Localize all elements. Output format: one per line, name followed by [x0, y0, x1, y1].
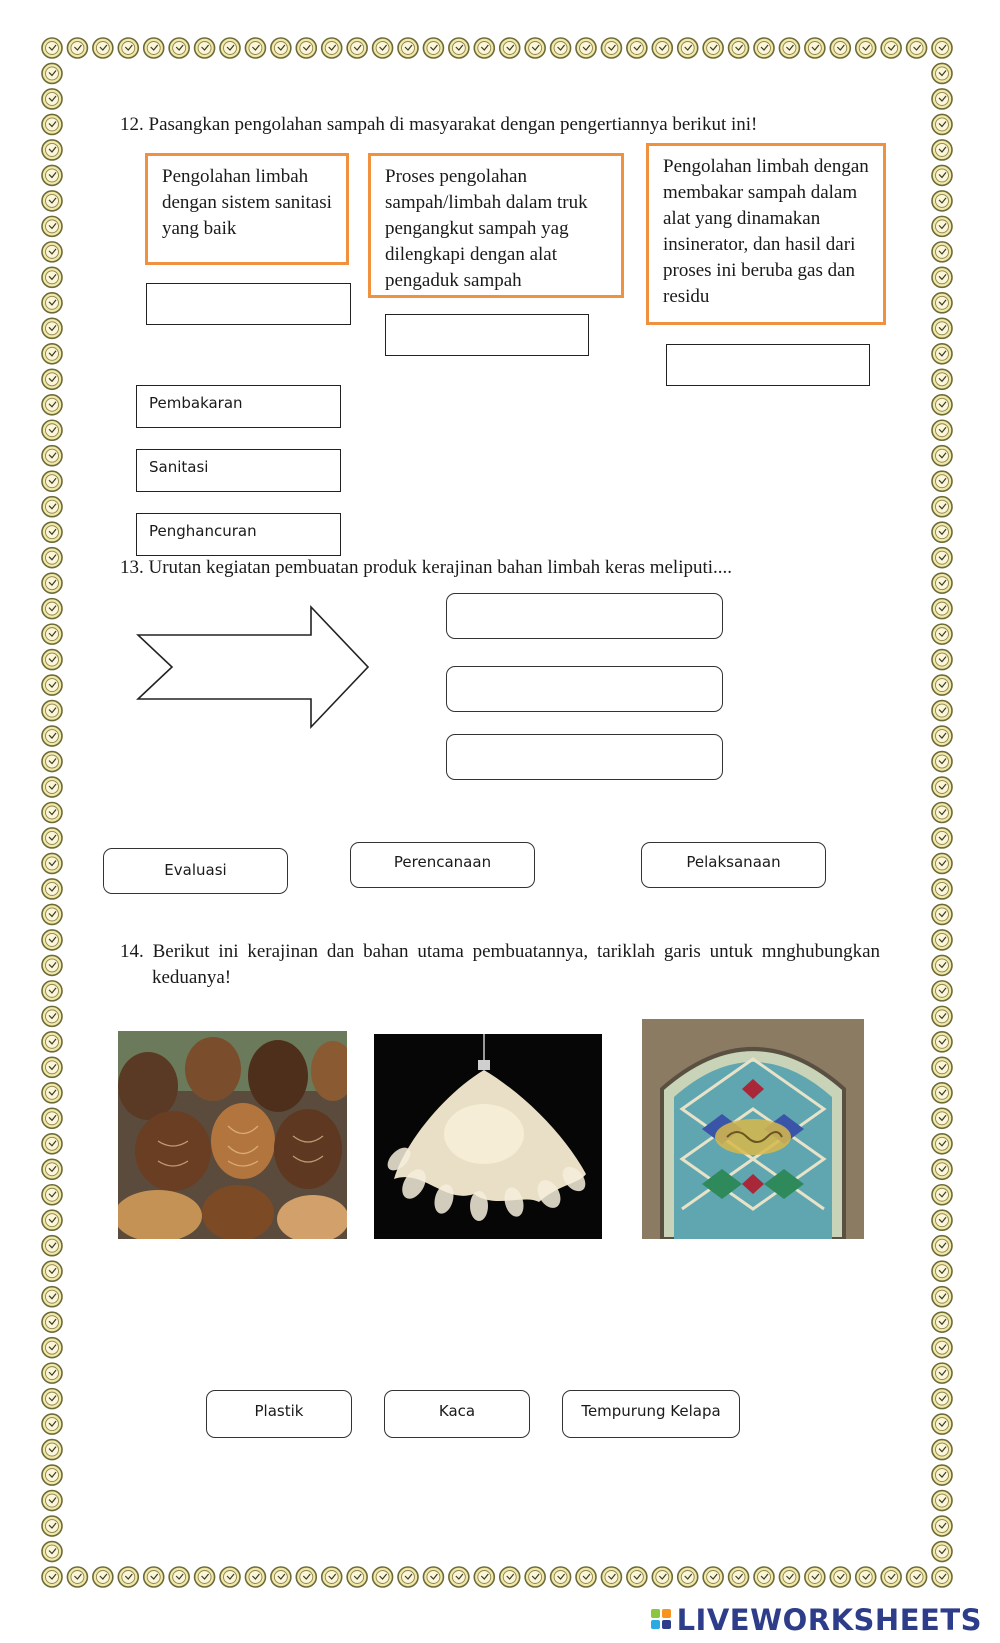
border-clock-icon — [42, 1389, 62, 1409]
border-clock-icon — [42, 267, 62, 287]
border-clock-icon — [42, 1236, 62, 1256]
definition-box-sanitasi: Pengolahan limbah dengan sistem sanitasi yang baik — [145, 153, 349, 265]
border-clock-icon — [42, 1108, 62, 1128]
border-clock-icon — [500, 38, 520, 58]
border-clock-icon — [551, 38, 571, 58]
border-clock-icon — [576, 1567, 596, 1587]
border-clock-icon — [42, 1159, 62, 1179]
border-clock-icon — [42, 624, 62, 644]
border-clock-icon — [42, 904, 62, 924]
border-clock-icon — [703, 1567, 723, 1587]
border-clock-icon — [245, 38, 265, 58]
border-clock-icon — [42, 1414, 62, 1434]
border-clock-icon — [42, 216, 62, 236]
border-clock-icon — [271, 38, 291, 58]
border-clock-icon — [932, 140, 952, 160]
border-clock-icon — [830, 1567, 850, 1587]
border-clock-icon — [856, 38, 876, 58]
border-clock-icon — [42, 1057, 62, 1077]
border-clock-icon — [932, 191, 952, 211]
border-clock-icon — [500, 1567, 520, 1587]
border-clock-icon — [67, 38, 87, 58]
border-clock-icon — [932, 904, 952, 924]
border-clock-icon — [932, 777, 952, 797]
border-clock-icon — [42, 803, 62, 823]
border-clock-icon — [474, 1567, 494, 1587]
border-clock-icon — [932, 1312, 952, 1332]
border-clock-icon — [551, 1567, 571, 1587]
border-clock-icon — [576, 38, 596, 58]
border-clock-icon — [932, 1414, 952, 1434]
border-clock-icon — [932, 726, 952, 746]
border-clock-icon — [932, 1440, 952, 1460]
border-clock-icon — [42, 522, 62, 542]
border-clock-icon — [932, 701, 952, 721]
border-clock-icon — [932, 318, 952, 338]
border-clock-icon — [932, 1236, 952, 1256]
border-clock-icon — [678, 38, 698, 58]
border-clock-icon — [932, 1134, 952, 1154]
border-clock-icon — [932, 573, 952, 593]
border-clock-icon — [42, 1440, 62, 1460]
border-clock-icon — [932, 38, 952, 58]
border-clock-icon — [42, 497, 62, 517]
border-clock-icon — [42, 701, 62, 721]
border-clock-icon — [932, 1057, 952, 1077]
border-clock-icon — [932, 1516, 952, 1536]
border-clock-icon — [42, 1261, 62, 1281]
border-clock-icon — [932, 930, 952, 950]
border-clock-icon — [449, 38, 469, 58]
option-pembakaran[interactable]: Pembakaran — [136, 385, 341, 428]
border-clock-icon — [907, 38, 927, 58]
border-clock-icon — [652, 38, 672, 58]
border-clock-icon — [42, 1312, 62, 1332]
liveworksheets-mark-icon — [651, 1609, 673, 1631]
border-clock-icon — [42, 293, 62, 313]
border-clock-icon — [754, 1567, 774, 1587]
coconut-shell-craft-image — [118, 1031, 347, 1239]
border-clock-icon — [932, 1389, 952, 1409]
border-clock-icon — [42, 548, 62, 568]
border-clock-icon — [932, 1108, 952, 1128]
border-clock-icon — [932, 1006, 952, 1026]
border-clock-icon — [42, 573, 62, 593]
liveworksheets-logo — [651, 1603, 982, 1637]
border-clock-icon — [118, 1567, 138, 1587]
border-clock-icon — [932, 1491, 952, 1511]
border-clock-icon — [932, 63, 952, 83]
border-clock-icon — [779, 1567, 799, 1587]
border-clock-icon — [42, 1287, 62, 1307]
border-clock-icon — [932, 1083, 952, 1103]
border-clock-icon — [169, 38, 189, 58]
border-clock-icon — [729, 38, 749, 58]
border-clock-icon — [729, 1567, 749, 1587]
border-clock-icon — [42, 1083, 62, 1103]
border-clock-icon — [322, 1567, 342, 1587]
border-clock-icon — [932, 267, 952, 287]
border-clock-icon — [42, 242, 62, 262]
border-clock-icon — [932, 803, 952, 823]
border-clock-icon — [42, 1465, 62, 1485]
option-evaluasi[interactable]: Evaluasi — [103, 848, 288, 894]
border-clock-icon — [42, 828, 62, 848]
border-clock-icon — [932, 216, 952, 236]
border-clock-icon — [347, 38, 367, 58]
border-clock-icon — [932, 471, 952, 491]
border-clock-icon — [42, 38, 62, 58]
border-clock-icon — [42, 930, 62, 950]
border-clock-icon — [932, 1363, 952, 1383]
plastic-spoon-lamp-image — [374, 1034, 602, 1239]
border-clock-icon — [932, 981, 952, 1001]
border-clock-icon — [42, 650, 62, 670]
border-clock-icon — [42, 471, 62, 491]
border-clock-icon — [932, 650, 952, 670]
border-clock-icon — [932, 395, 952, 415]
border-clock-icon — [220, 38, 240, 58]
stained-glass-window-image — [642, 1019, 864, 1239]
border-clock-icon — [932, 1567, 952, 1587]
border-clock-icon — [42, 63, 62, 83]
border-clock-icon — [42, 420, 62, 440]
border-clock-icon — [703, 38, 723, 58]
option-sanitasi[interactable]: Sanitasi — [136, 449, 341, 492]
border-clock-icon — [932, 1185, 952, 1205]
border-clock-icon — [42, 1210, 62, 1230]
border-clock-icon — [144, 1567, 164, 1587]
sequence-slot-3[interactable] — [446, 734, 723, 780]
border-clock-icon — [42, 599, 62, 619]
border-clock-icon — [932, 1338, 952, 1358]
border-clock-icon — [805, 38, 825, 58]
border-clock-icon — [830, 38, 850, 58]
border-clock-icon — [932, 165, 952, 185]
border-clock-icon — [195, 38, 215, 58]
border-clock-icon — [93, 1567, 113, 1587]
border-clock-icon — [144, 38, 164, 58]
border-clock-icon — [779, 38, 799, 58]
border-clock-icon — [322, 38, 342, 58]
border-clock-icon — [932, 293, 952, 313]
liveworksheets-logo-text: LIVEWORKSHEETS — [676, 1603, 982, 1637]
option-perencanaan[interactable]: Perencanaan — [350, 842, 535, 888]
border-clock-icon — [42, 955, 62, 975]
answer-drop-box-1[interactable] — [146, 283, 351, 325]
border-clock-icon — [474, 38, 494, 58]
border-clock-icon — [805, 1567, 825, 1587]
border-clock-icon — [932, 420, 952, 440]
border-clock-icon — [42, 981, 62, 1001]
question-14-prompt-line2: keduanya! — [152, 967, 232, 988]
border-clock-icon — [525, 1567, 545, 1587]
border-clock-icon — [398, 1567, 418, 1587]
answer-drop-box-2[interactable] — [385, 314, 589, 356]
border-clock-icon — [42, 777, 62, 797]
border-clock-icon — [932, 1465, 952, 1485]
border-clock-icon — [42, 1363, 62, 1383]
border-clock-icon — [932, 369, 952, 389]
border-clock-icon — [220, 1567, 240, 1587]
border-clock-icon — [932, 752, 952, 772]
border-clock-icon — [42, 395, 62, 415]
border-clock-icon — [42, 853, 62, 873]
border-clock-icon — [907, 1567, 927, 1587]
border-clock-icon — [42, 1542, 62, 1562]
border-clock-icon — [932, 1261, 952, 1281]
arrow-shape — [136, 605, 371, 730]
border-clock-icon — [678, 1567, 698, 1587]
border-clock-icon — [245, 1567, 265, 1587]
border-clock-icon — [42, 675, 62, 695]
border-clock-icon — [754, 38, 774, 58]
border-clock-icon — [347, 1567, 367, 1587]
border-clock-icon — [373, 38, 393, 58]
border-clock-icon — [601, 1567, 621, 1587]
definition-box-pembakaran: Pengolahan limbah dengan membakar sampah dalam alat yang dinamakan insinerator, dan hasil dari proses ini beruba gas dan residu — [646, 143, 886, 325]
border-clock-icon — [525, 38, 545, 58]
border-clock-icon — [423, 1567, 443, 1587]
border-clock-icon — [932, 955, 952, 975]
border-clock-icon — [42, 140, 62, 160]
border-clock-icon — [932, 1287, 952, 1307]
border-clock-icon — [932, 522, 952, 542]
border-clock-icon — [42, 1567, 62, 1587]
border-clock-icon — [42, 1006, 62, 1026]
border-clock-icon — [932, 497, 952, 517]
border-clock-icon — [271, 1567, 291, 1587]
border-clock-icon — [42, 879, 62, 899]
border-clock-icon — [932, 1032, 952, 1052]
border-clock-icon — [42, 344, 62, 364]
border-clock-icon — [42, 1491, 62, 1511]
border-clock-icon — [627, 1567, 647, 1587]
border-clock-icon — [42, 369, 62, 389]
border-clock-icon — [296, 1567, 316, 1587]
border-clock-icon — [67, 1567, 87, 1587]
border-clock-icon — [42, 1032, 62, 1052]
border-clock-icon — [932, 344, 952, 364]
border-clock-icon — [449, 1567, 469, 1587]
sequence-slot-2[interactable] — [446, 666, 723, 712]
option-tempurung-kelapa[interactable]: Tempurung Kelapa — [562, 1390, 740, 1438]
question-12-prompt: 12. Pasangkan pengolahan sampah di masyarakat dengan pengertiannya berikut ini! — [120, 114, 758, 135]
border-clock-icon — [42, 114, 62, 134]
border-clock-icon — [42, 726, 62, 746]
border-clock-icon — [627, 38, 647, 58]
option-plastik[interactable]: Plastik — [206, 1390, 352, 1438]
question-13-prompt: 13. Urutan kegiatan pembuatan produk kerajinan bahan limbah keras meliputi.... — [120, 557, 733, 578]
border-clock-icon — [932, 853, 952, 873]
option-penghancuran[interactable]: Penghancuran — [136, 513, 341, 556]
option-pelaksanaan[interactable]: Pelaksanaan — [641, 842, 826, 888]
border-clock-icon — [373, 1567, 393, 1587]
border-clock-icon — [93, 38, 113, 58]
border-clock-icon — [601, 38, 621, 58]
option-kaca[interactable]: Kaca — [384, 1390, 530, 1438]
definition-box-penghancuran: Proses pengolahan sampah/limbah dalam truk pengangkut sampah yag dilengkapi dengan alat pengaduk sampah — [368, 153, 624, 298]
border-clock-icon — [932, 879, 952, 899]
border-clock-icon — [42, 191, 62, 211]
border-clock-icon — [932, 114, 952, 134]
border-clock-icon — [856, 1567, 876, 1587]
border-clock-icon — [932, 624, 952, 644]
answer-drop-box-3[interactable] — [666, 344, 870, 386]
border-clock-icon — [423, 38, 443, 58]
border-clock-icon — [42, 1516, 62, 1536]
border-clock-icon — [932, 1159, 952, 1179]
border-clock-icon — [42, 165, 62, 185]
border-clock-icon — [296, 38, 316, 58]
border-clock-icon — [881, 38, 901, 58]
border-clock-icon — [932, 89, 952, 109]
border-clock-icon — [932, 1542, 952, 1562]
border-clock-icon — [881, 1567, 901, 1587]
border-clock-icon — [932, 446, 952, 466]
border-clock-icon — [652, 1567, 672, 1587]
border-clock-icon — [42, 752, 62, 772]
border-clock-icon — [42, 1185, 62, 1205]
border-clock-icon — [932, 548, 952, 568]
border-clock-icon — [932, 242, 952, 262]
border-clock-icon — [398, 38, 418, 58]
border-clock-icon — [42, 1134, 62, 1154]
border-clock-icon — [932, 828, 952, 848]
border-clock-icon — [42, 89, 62, 109]
border-clock-icon — [169, 1567, 189, 1587]
border-clock-icon — [932, 675, 952, 695]
border-clock-icon — [42, 1338, 62, 1358]
border-clock-icon — [118, 38, 138, 58]
border-clock-icon — [932, 599, 952, 619]
question-14-prompt-line1: 14. Berikut ini kerajinan dan bahan utama pembuatannya, tariklah garis untuk mnghubungkan — [120, 941, 880, 962]
border-clock-icon — [42, 318, 62, 338]
border-clock-icon — [195, 1567, 215, 1587]
sequence-slot-1[interactable] — [446, 593, 723, 639]
border-clock-icon — [42, 446, 62, 466]
border-clock-icon — [932, 1210, 952, 1230]
